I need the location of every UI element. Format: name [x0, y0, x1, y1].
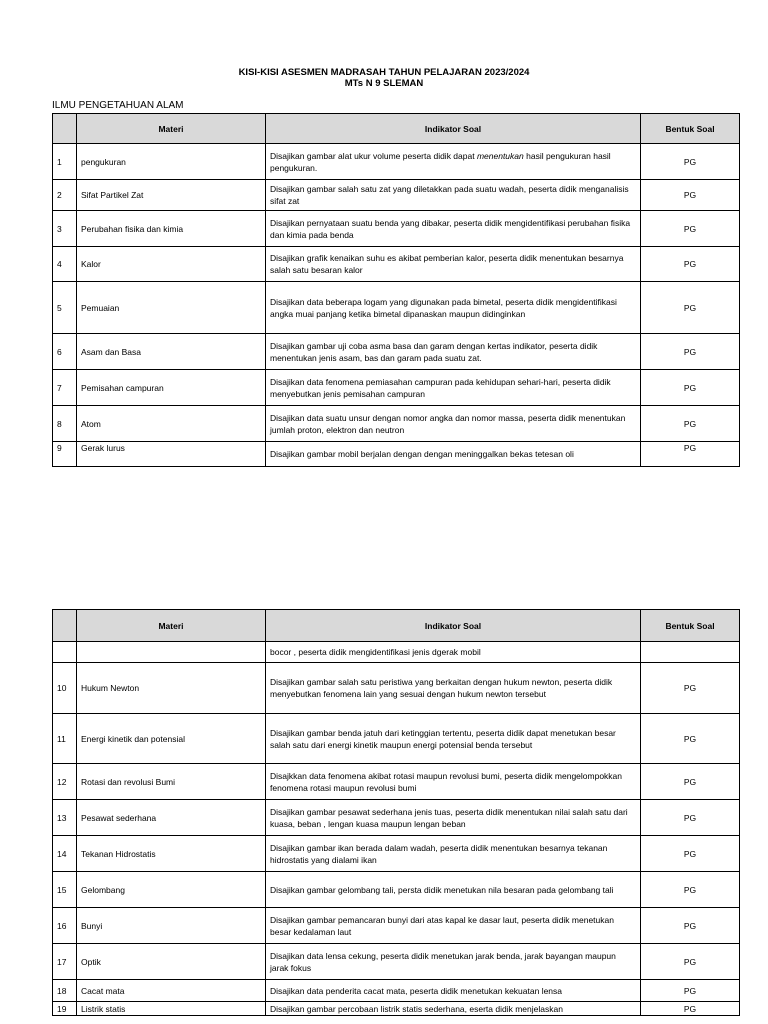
row-indikator: Disajikan gambar gelombang tali, persta didik menetukan nila besaran pada gelombang tali: [266, 872, 641, 908]
row-materi: Energi kinetik dan potensial: [77, 714, 266, 764]
table-header-row: [53, 114, 740, 144]
row-number: 13: [53, 800, 77, 836]
row-indikator: Disajkkan data fenomena akibat rotasi maupun revolusi bumi, peserta didik mengelompokkan fenomena rotasi maupun revolusi bumi: [266, 764, 641, 800]
row-number: 19: [53, 1002, 77, 1016]
row-indikator: Disajikan gambar pemancaran bunyi dari atas kapal ke dasar laut, peserta didik menetukan besar kedalaman laut: [266, 908, 641, 944]
row-bentuk: PG: [641, 406, 740, 442]
row-materi: Cacat mata: [77, 980, 266, 1002]
row-number: 5: [53, 282, 77, 334]
row-bentuk: PG: [641, 144, 740, 180]
school-name: MTs N 9 SLEMAN: [344, 78, 424, 89]
header-indikator: Indikator Soal: [266, 610, 641, 642]
row-number: 15: [53, 872, 77, 908]
table-row: [53, 642, 740, 663]
row-materi: Pesawat sederhana: [77, 800, 266, 836]
row-materi: Gelombang: [77, 872, 266, 908]
row-bentuk: PG: [641, 980, 740, 1002]
row-bentuk: PG: [641, 247, 740, 282]
row-bentuk: PG: [641, 836, 740, 872]
header-materi: Materi: [77, 610, 266, 642]
table-row: [53, 247, 740, 282]
table-row: [53, 872, 740, 908]
row-bentuk: [641, 642, 740, 663]
table-row: [53, 800, 740, 836]
row-materi: Perubahan fisika dan kimia: [77, 211, 266, 247]
row-indikator: Disajikan pernyataan suatu benda yang dibakar, peserta didik mengidentifikasi perubahan fisika dan kimia pada benda: [266, 211, 641, 247]
row-indikator: Disajikan gambar percobaan listrik statis sederhana, eserta didik menjelaskan: [266, 1002, 641, 1016]
table-row: [53, 663, 740, 714]
table-row: [53, 406, 740, 442]
row-number: 7: [53, 370, 77, 406]
row-number: 8: [53, 406, 77, 442]
row-materi: Kalor: [77, 247, 266, 282]
row-indikator: Disajikan gambar pesawat sederhana jenis tuas, peserta didik menentukan nilai salah satu dari kuasa, beban , lengan kuasa maupun lengan beban: [266, 800, 641, 836]
row-bentuk: PG: [641, 872, 740, 908]
row-materi: Hukum Newton: [77, 663, 266, 714]
row-bentuk: PG: [641, 442, 740, 467]
row-indikator: Disajikan data beberapa logam yang digunakan pada bimetal, peserta didik mengidentifikasi angka muai panjang ketika bimetal dipanaskan maupun didinginkan: [266, 282, 641, 334]
row-number: 10: [53, 663, 77, 714]
row-bentuk: PG: [641, 764, 740, 800]
table-row: [53, 370, 740, 406]
document-title: KISI-KISI ASESMEN MADRASAH TAHUN PELAJARAN 2023/2024: [238, 67, 530, 78]
row-indikator: bocor , peserta didik mengidentifikasi jenis dgerak mobil: [266, 642, 641, 663]
subject-label: ILMU PENGETAHUAN ALAM: [52, 100, 184, 111]
row-indikator: Disajikan gambar ikan berada dalam wadah, peserta didik menentukan besarnya tekanan hidrostatis yang dialami ikan: [266, 836, 641, 872]
kisi-kisi-table-2: [52, 609, 740, 1016]
row-number: 4: [53, 247, 77, 282]
row-number: 1: [53, 144, 77, 180]
row-materi: pengukuran: [77, 144, 266, 180]
row-bentuk: PG: [641, 714, 740, 764]
row-indikator: Disajikan gambar mobil berjalan dengan dengan meninggalkan bekas tetesan oli: [266, 442, 641, 467]
table-row: [53, 334, 740, 370]
row-number: 3: [53, 211, 77, 247]
row-bentuk: PG: [641, 800, 740, 836]
header-bentuk: Bentuk Soal: [641, 114, 740, 144]
row-number: [53, 642, 77, 663]
table-row: [53, 764, 740, 800]
header-materi: Materi: [77, 114, 266, 144]
row-bentuk: PG: [641, 1002, 740, 1016]
row-materi: Listrik statis: [77, 1002, 266, 1016]
row-indikator: Disajikan gambar alat ukur volume peserta didik dapat menentukan hasil pengukuran hasil pengukuran.: [266, 144, 641, 180]
row-materi: Gerak lurus: [77, 442, 266, 467]
table-row: [53, 442, 740, 467]
row-number: 17: [53, 944, 77, 980]
row-indikator: Disajikan gambar benda jatuh dari ketinggian tertentu, peserta didik dapat menetukan besar salah satu dari energi kinetik maupun energi potensial benda tersebut: [266, 714, 641, 764]
row-materi: Bunyi: [77, 908, 266, 944]
table-row: [53, 980, 740, 1002]
row-bentuk: PG: [641, 944, 740, 980]
kisi-kisi-table-1: [52, 113, 740, 467]
row-indikator: Disajikan data fenomena pemiasahan campuran pada kehidupan sehari-hari, peserta didik menyebutkan jenis pemisahan campuran: [266, 370, 641, 406]
table-header-row: [53, 610, 740, 642]
header-no: [53, 114, 77, 144]
table-row: [53, 714, 740, 764]
row-materi: Pemuaian: [77, 282, 266, 334]
row-number: 2: [53, 180, 77, 211]
header-no: [53, 610, 77, 642]
row-bentuk: PG: [641, 908, 740, 944]
row-indikator: Disajikan gambar uji coba asma basa dan garam dengan kertas indikator, peserta didik menentukan jenis asam, bas dan garam pada suatu zat.: [266, 334, 641, 370]
row-indikator: Disajikan data suatu unsur dengan nomor angka dan nomor massa, peserta didik menentukan jumlah proton, elektron dan neutron: [266, 406, 641, 442]
table-row: [53, 1002, 740, 1016]
row-number: 18: [53, 980, 77, 1002]
row-number: 14: [53, 836, 77, 872]
row-materi: [77, 642, 266, 663]
table-row: [53, 144, 740, 180]
row-materi: Asam dan Basa: [77, 334, 266, 370]
header-indikator: Indikator Soal: [266, 114, 641, 144]
row-number: 6: [53, 334, 77, 370]
row-indikator: Disajikan data penderita cacat mata, peserta didik menetukan kekuatan lensa: [266, 980, 641, 1002]
row-number: 12: [53, 764, 77, 800]
row-bentuk: PG: [641, 180, 740, 211]
table-row: [53, 944, 740, 980]
table-row: [53, 908, 740, 944]
row-number: 11: [53, 714, 77, 764]
row-bentuk: PG: [641, 211, 740, 247]
table-row: [53, 180, 740, 211]
table-row: [53, 282, 740, 334]
row-number: 16: [53, 908, 77, 944]
row-number: 9: [53, 442, 77, 467]
row-bentuk: PG: [641, 282, 740, 334]
row-indikator: Disajikan data lensa cekung, peserta didik menetukan jarak benda, jarak bayangan maupun jarak fokus: [266, 944, 641, 980]
row-bentuk: PG: [641, 370, 740, 406]
row-indikator: Disajikan gambar salah satu peristiwa yang berkaitan dengan hukum newton, peserta didik menyebutkan fenomena lain yang sesuai dengan hukum newton tersebut: [266, 663, 641, 714]
row-materi: Sifat Partikel Zat: [77, 180, 266, 211]
header-bentuk: Bentuk Soal: [641, 610, 740, 642]
table-row: [53, 836, 740, 872]
table-row: [53, 211, 740, 247]
row-indikator: Disajikan gambar salah satu zat yang diletakkan pada suatu wadah, peserta didik menganalisis sifat zat: [266, 180, 641, 211]
row-bentuk: PG: [641, 663, 740, 714]
row-indikator: Disajikan grafik kenaikan suhu es akibat pemberian kalor, peserta didik menentukan besarnya salah satu besaran kalor: [266, 247, 641, 282]
row-materi: Pemisahan campuran: [77, 370, 266, 406]
row-bentuk: PG: [641, 334, 740, 370]
row-materi: Optik: [77, 944, 266, 980]
row-materi: Tekanan Hidrostatis: [77, 836, 266, 872]
row-materi: Atom: [77, 406, 266, 442]
row-materi: Rotasi dan revolusi Bumi: [77, 764, 266, 800]
